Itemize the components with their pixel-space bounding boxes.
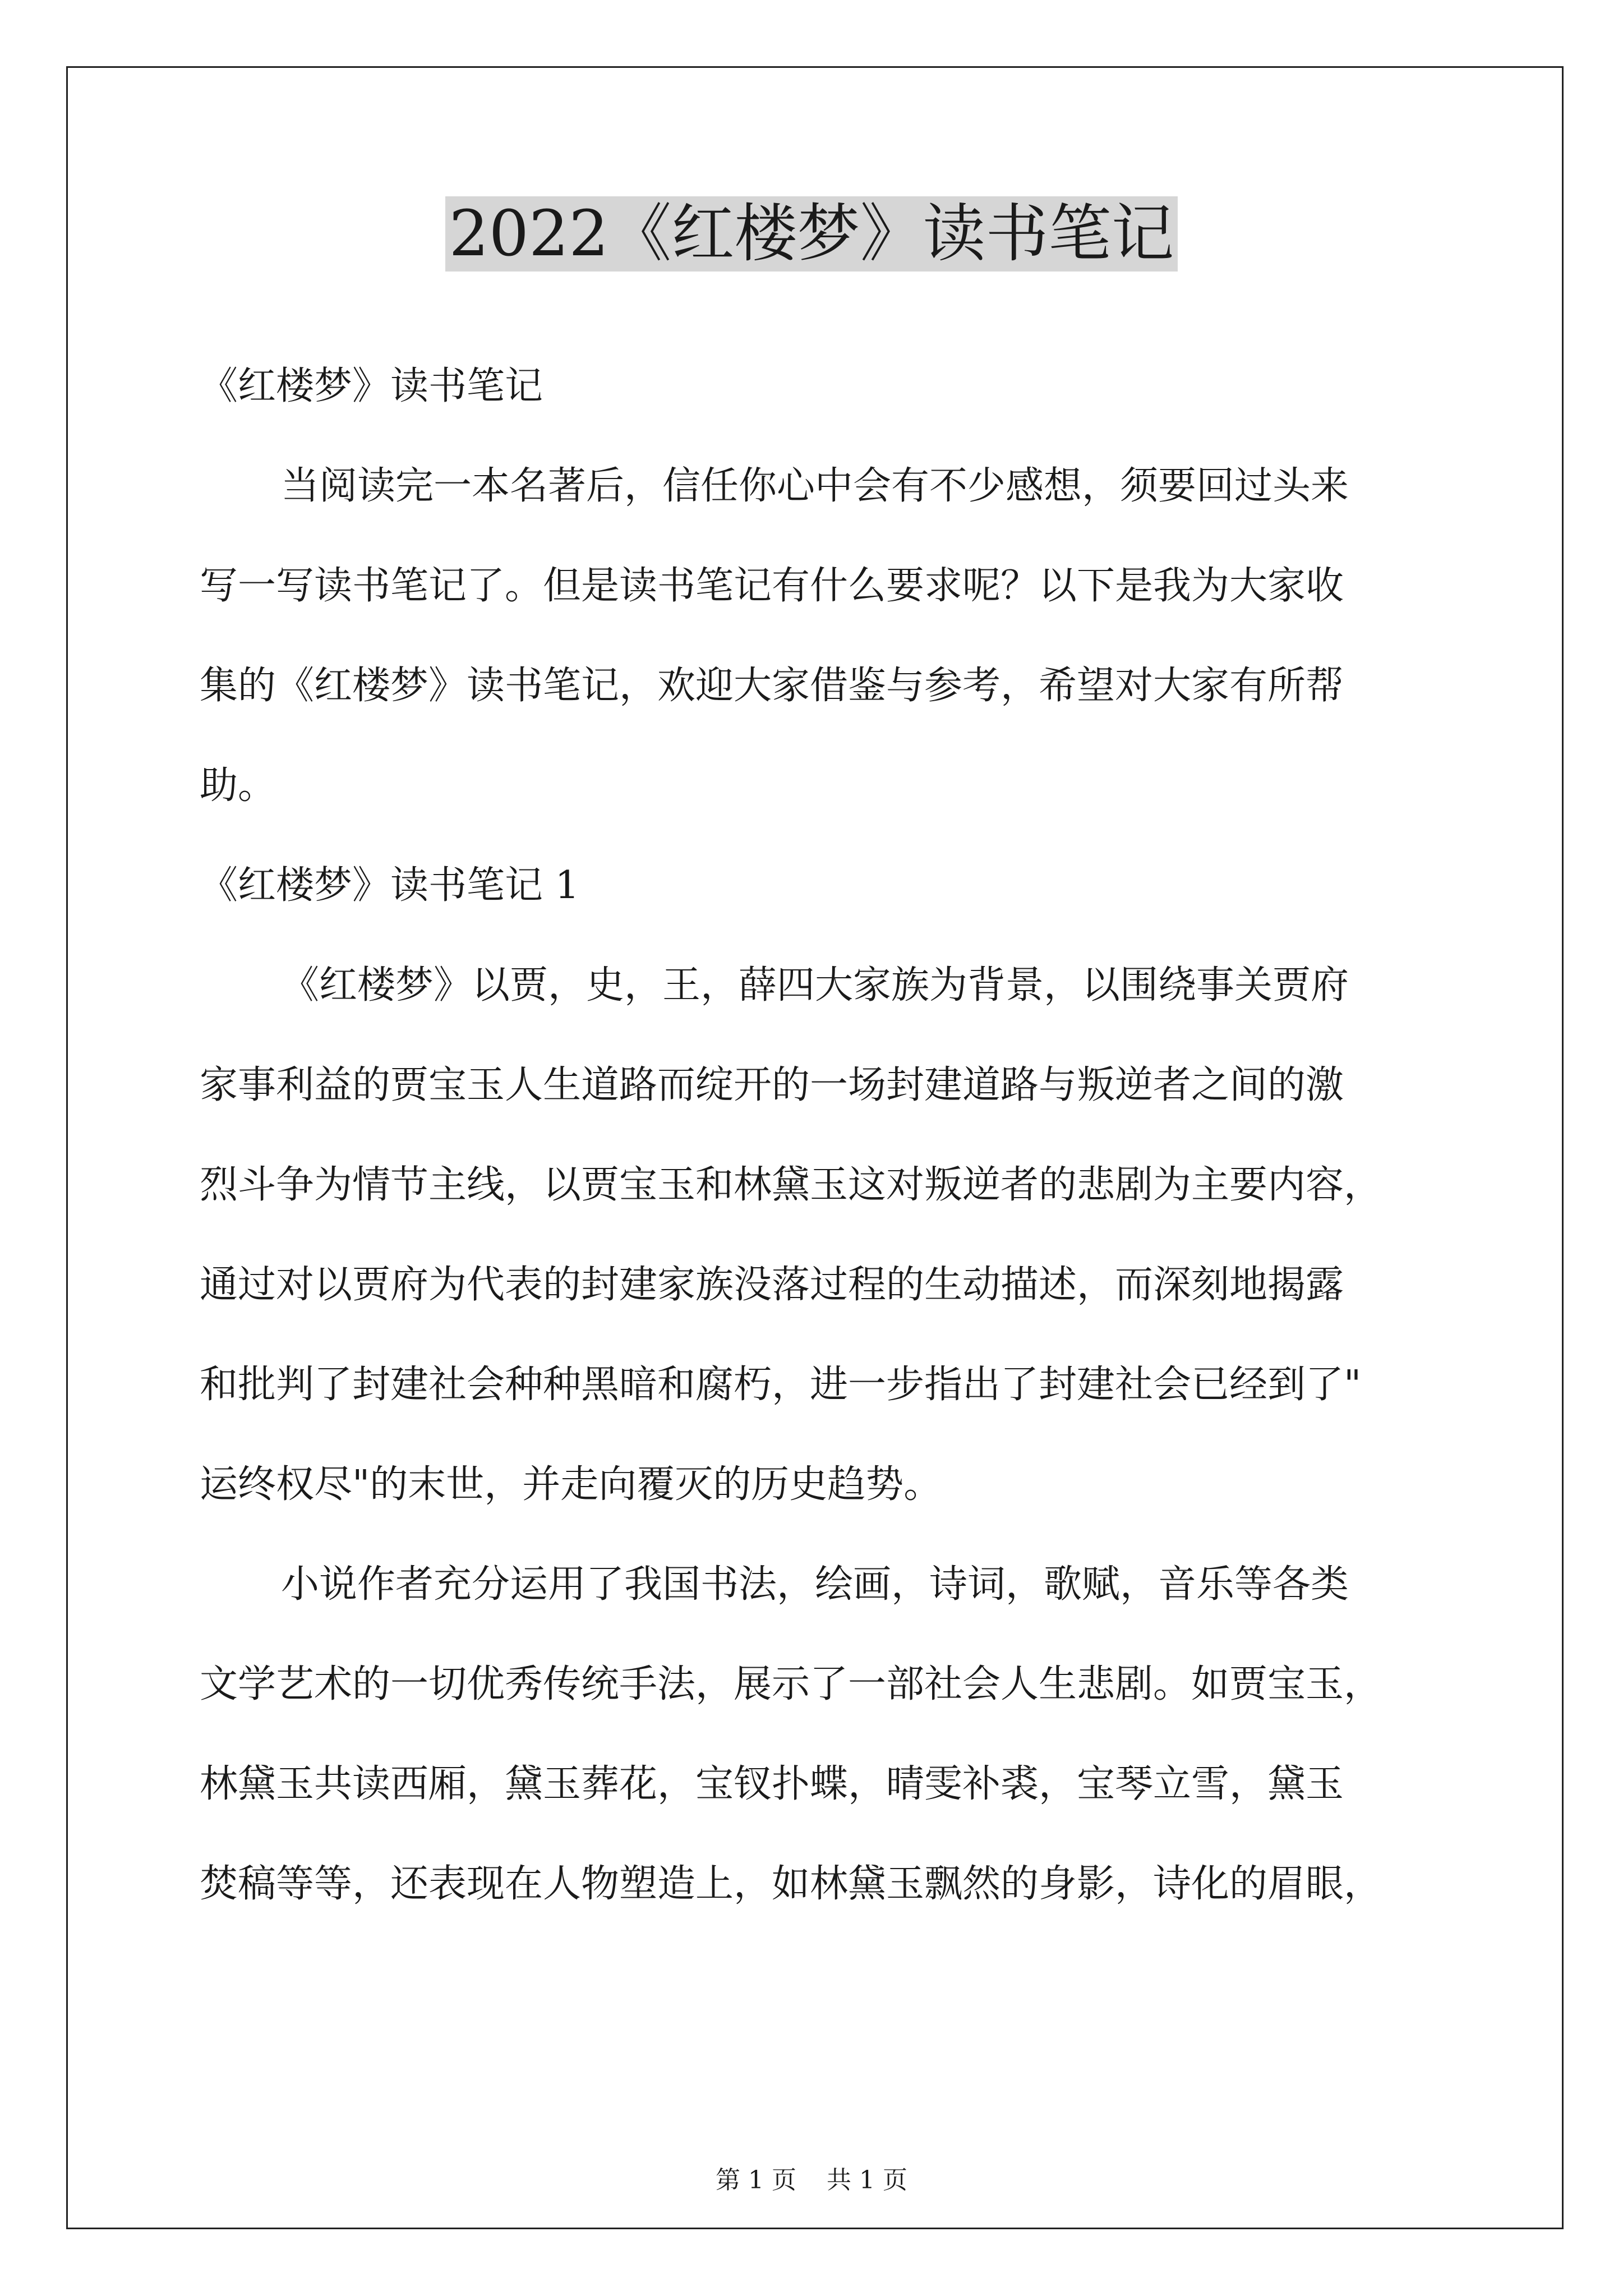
paragraph-line: 焚稿等等，还表现在人物塑造上，如林黛玉飘然的身影，诗化的眉眼， [200,1862,1382,1906]
paragraph-line: 烈斗争为情节主线，以贾宝玉和林黛玉这对叛逆者的悲剧为主要内容， [200,1163,1382,1207]
section-1-paragraph-1 [200,936,1461,1535]
document-body [200,337,1461,1934]
paragraph-line: 通过对以贾府为代表的封建家族没落过程的生动描述，而深刻地揭露 [200,1263,1344,1307]
paragraph-line: 林黛玉共读西厢，黛玉葬花，宝钗扑蝶，晴雯补裘，宝琴立雪，黛玉 [200,1762,1344,1806]
page-footer [0,2160,1623,2196]
intro-line: 助。 [200,763,276,808]
intro-line: 当阅读完一本名著后，信任你心中会有不少感想，须要回过头来 [281,464,1349,508]
document-title-wrapper [0,196,1623,272]
heading-main: 《红楼梦》读书笔记 [200,364,543,408]
document-title: 2022《红楼梦》读书笔记 [445,196,1177,272]
intro-paragraph [200,436,1461,836]
paragraph-line: 文学艺术的一切优秀传统手法，展示了一部社会人生悲剧。如贾宝玉， [200,1662,1382,1706]
paragraph-line: 家事利益的贾宝玉人生道路而绽开的一场封建道路与叛逆者之间的激 [200,1063,1344,1107]
intro-line: 写一写读书笔记了。但是读书笔记有什么要求呢？以下是我为大家收 [200,564,1344,608]
paragraph-line: 小说作者充分运用了我国书法，绘画，诗词，歌赋，音乐等各类 [281,1562,1349,1607]
page-total: 共 1 页 [827,2166,907,2194]
paragraph-line: 和批判了封建社会种种黑暗和腐朽，进一步指出了封建社会已经到了" [200,1363,1362,1407]
section-1-paragraph-2 [200,1535,1461,1934]
paragraph-line: 《红楼梦》以贾，史，王，薛四大家族为背景，以围绕事关贾府 [281,963,1349,1007]
heading-section-1: 《红楼梦》读书笔记 1 [200,863,579,908]
intro-line: 集的《红楼梦》读书笔记，欢迎大家借鉴与参考，希望对大家有所帮 [200,664,1344,708]
paragraph-line: 运终权尽"的末世，并走向覆灭的历史趋势。 [200,1462,942,1507]
page-number: 第 1 页 [716,2166,796,2194]
